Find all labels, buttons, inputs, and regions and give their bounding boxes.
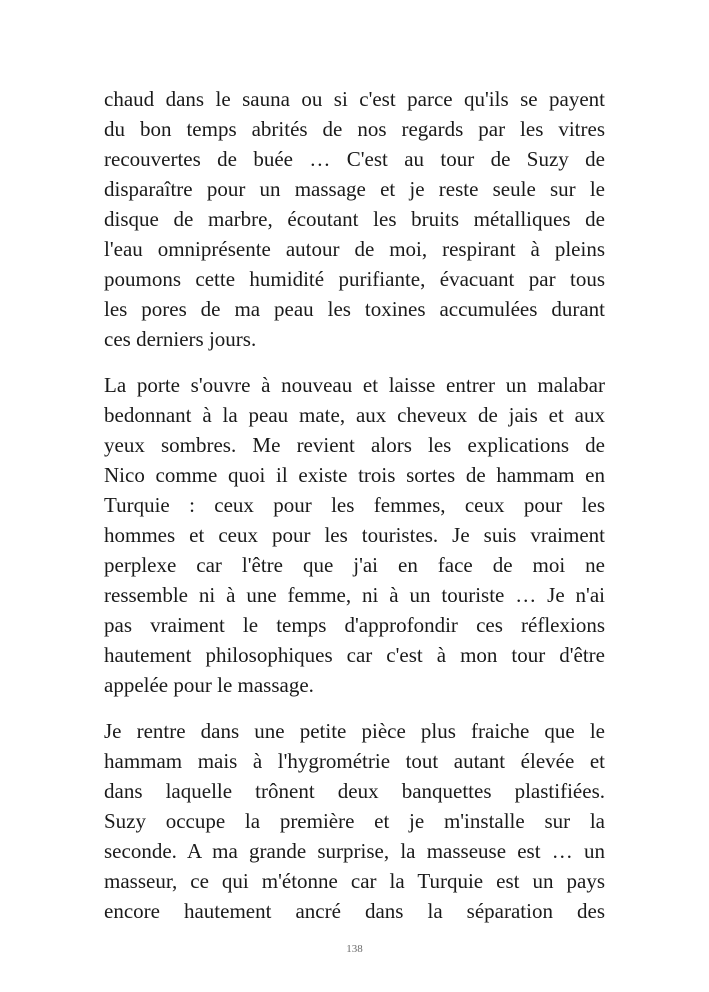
text-line: pas vraiment le temps d'approfondir ces réflexions — [104, 613, 605, 637]
text-line: ces derniers jours. — [104, 327, 257, 351]
text-line: Turquie : ceux pour les femmes, ceux pour les — [104, 493, 605, 517]
text-line: hammam mais à l'hygrométrie tout autant élevée et — [104, 749, 605, 773]
text-line: La porte s'ouvre à nouveau et laisse entrer un malabar — [104, 373, 605, 397]
text-line: ressemble ni à une femme, ni à un touriste … Je n'ai — [104, 583, 605, 607]
text-line: du bon temps abrités de nos regards par les vitres — [104, 117, 605, 141]
text-line: dans laquelle trônent deux banquettes plastifiées. — [104, 779, 605, 803]
text-line: perplexe car l'être que j'ai en face de moi ne — [104, 553, 605, 577]
paragraph — [104, 370, 605, 700]
text-line: appelée pour le massage. — [104, 673, 314, 697]
text-line: masseur, ce qui m'étonne car la Turquie est un pays — [104, 869, 605, 893]
text-line: les pores de ma peau les toxines accumulées durant — [104, 297, 605, 321]
text-line: disque de marbre, écoutant les bruits métalliques de — [104, 207, 605, 231]
text-line: disparaître pour un massage et je reste seule sur le — [104, 177, 605, 201]
text-line: hautement philosophiques car c'est à mon tour d'être — [104, 643, 605, 667]
text-line: seconde. A ma grande surprise, la masseuse est … un — [104, 839, 605, 863]
text-line: Nico comme quoi il existe trois sortes de hammam en — [104, 463, 605, 487]
text-line: Je rentre dans une petite pièce plus fraiche que le — [104, 719, 605, 743]
page-number: 138 — [346, 943, 363, 955]
text-line: Suzy occupe la première et je m'installe sur la — [104, 809, 605, 833]
text-line: encore hautement ancré dans la séparation des — [104, 899, 605, 923]
body-text — [104, 84, 605, 942]
text-line: yeux sombres. Me revient alors les explications de — [104, 433, 605, 457]
text-line: poumons cette humidité purifiante, évacuant par tous — [104, 267, 605, 291]
text-line: chaud dans le sauna ou si c'est parce qu'ils se payent — [104, 87, 605, 111]
text-line: bedonnant à la peau mate, aux cheveux de jais et aux — [104, 403, 605, 427]
text-line: recouvertes de buée … C'est au tour de Suzy de — [104, 147, 605, 171]
text-line: hommes et ceux pour les touristes. Je suis vraiment — [104, 523, 605, 547]
paragraph — [104, 716, 605, 926]
paragraph — [104, 84, 605, 354]
text-line: l'eau omniprésente autour de moi, respirant à pleins — [104, 237, 605, 261]
